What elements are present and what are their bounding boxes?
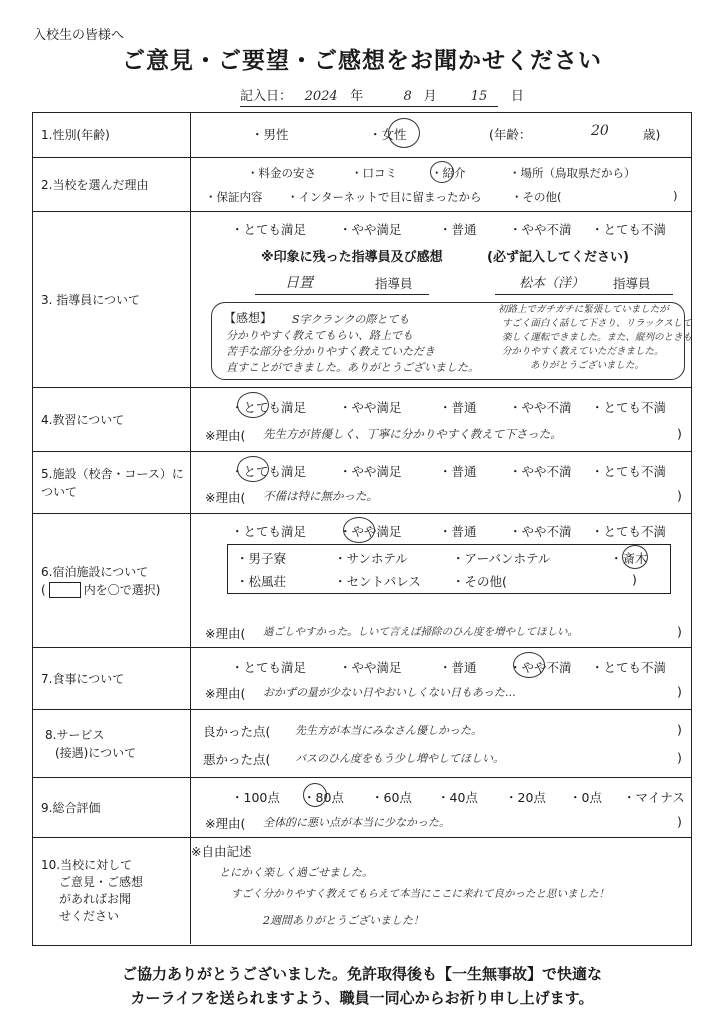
q2-option-reviews[interactable]: ・口コミ	[351, 166, 397, 180]
q2-option-internet[interactable]: ・インターネットで目に留まったから	[287, 190, 482, 204]
q8-good-label: 良かった点(	[203, 724, 271, 739]
q10-label-line: せください	[59, 909, 120, 923]
q2-option-price[interactable]: ・料金の安さ	[247, 166, 316, 180]
q9-score-60[interactable]: ・60点	[371, 790, 412, 805]
q6-row	[33, 513, 691, 647]
q6-reason: 過ごしやすかった。しいて言えば掃除のひん度を増やしてほしい。	[263, 626, 578, 638]
date-year: 2024	[304, 89, 338, 104]
q9-score-100[interactable]: ・100点	[231, 790, 280, 805]
comment1-line: 分かりやすく教えてもらい、路上でも	[226, 329, 413, 342]
q3-label: 3. 指導員について	[33, 212, 191, 387]
q2-close-paren: )	[673, 189, 678, 203]
date-day: 15	[470, 89, 488, 104]
lodging-st-palace[interactable]: ・セントパレス	[334, 574, 421, 589]
comment2-line: 楽しく運転できました。また、縦列のときも	[502, 332, 693, 343]
q9-close-paren: )	[677, 814, 682, 829]
impression-label: 【感想】	[224, 311, 273, 325]
instructor1-suffix: 指導員	[375, 276, 413, 291]
q9-label: 9.総合評価	[33, 778, 191, 837]
q5-reason-label: ※理由(	[205, 490, 246, 505]
q10-label	[33, 838, 191, 944]
date-year-unit: 年	[350, 89, 364, 104]
date-month: 8	[403, 89, 412, 104]
q1-age-label: (年齢：	[489, 127, 532, 142]
q6-close-paren: )	[677, 624, 682, 639]
lodging-urban-hotel[interactable]: ・アーバンホテル	[452, 551, 551, 566]
q4-scale-neutral[interactable]: ・普通	[439, 400, 477, 415]
q4-scale-very-satisfied[interactable]: ・とても満足	[231, 400, 307, 415]
q8-bad-close-paren: )	[677, 750, 682, 765]
q8-label	[33, 710, 191, 777]
q5-scale-satisfied[interactable]: ・やや満足	[339, 464, 402, 479]
q1-age-unit: 歳)	[643, 127, 661, 142]
selection-circle	[237, 392, 269, 418]
q5-row	[33, 451, 691, 513]
selection-circle	[343, 517, 375, 543]
q8-row	[33, 709, 691, 777]
q9-reason-label: ※理由(	[205, 816, 246, 831]
q6-scale-neutral[interactable]: ・普通	[439, 524, 477, 539]
q4-close-paren: )	[677, 426, 682, 441]
q4-scale-satisfied[interactable]: ・やや満足	[339, 400, 402, 415]
comment2-line: 初路上でガチガチに緊張していましたが	[498, 304, 669, 315]
q6-label-line1: 6.宿泊施設について	[41, 564, 149, 579]
lodging-saiki[interactable]: ・斎木	[610, 551, 648, 566]
q7-scale-dissatisfied[interactable]: ・やや不満	[509, 660, 572, 675]
q1-row	[33, 113, 691, 157]
q10-free-text-line: すごく分かりやすく教えてもらえて本当にここに来れて良かったと思いました！	[231, 888, 609, 900]
q9-score-20[interactable]: ・20点	[505, 790, 546, 805]
q1-female[interactable]: ・女性	[369, 127, 407, 142]
q10-free-text-line: とにかく楽しく過ごせました。	[219, 866, 373, 879]
q5-scale-very-dissatisfied[interactable]: ・とても不満	[591, 464, 667, 479]
q3-scale-satisfied[interactable]: ・やや満足	[339, 222, 402, 237]
date-label: 記入日：	[240, 89, 293, 104]
lodging-sun-hotel[interactable]: ・サンホテル	[334, 551, 408, 566]
q2-row	[33, 157, 691, 211]
q6-scale-very-dissatisfied[interactable]: ・とても不満	[591, 524, 667, 539]
lodging-shofuso[interactable]: ・松風荘	[236, 574, 287, 589]
q3-instruction: ※印象に残った指導員及び感想	[261, 250, 443, 265]
q6-scale-very-satisfied[interactable]: ・とても満足	[231, 524, 307, 539]
q5-scale-dissatisfied[interactable]: ・やや不満	[509, 464, 572, 479]
comment2-line: ありがとうございました。	[530, 360, 645, 371]
q4-scale-dissatisfied[interactable]: ・やや不満	[509, 400, 572, 415]
selection-circle	[513, 652, 545, 678]
q5-scale-very-satisfied[interactable]: ・とても満足	[231, 464, 307, 479]
q9-reason: 全体的に悪い点が本当に少なかった。	[263, 816, 450, 829]
selection-circle	[303, 783, 327, 807]
q8-bad-label: 悪かった点(	[203, 752, 271, 767]
q6-label-paren: (	[41, 582, 46, 597]
q5-reason: 不備は特に無かった。	[263, 489, 378, 503]
q2-option-other[interactable]: ・その他(	[511, 190, 562, 204]
q3-scale-very-satisfied[interactable]: ・とても満足	[231, 222, 307, 237]
date-month-unit: 月	[423, 89, 437, 104]
q3-scale-neutral[interactable]: ・普通	[439, 222, 477, 237]
q8-label-line2: (接遇)について	[55, 745, 137, 760]
q9-score-40[interactable]: ・40点	[437, 790, 478, 805]
instructor2-suffix: 指導員	[613, 276, 651, 291]
q8-good-close-paren: )	[677, 722, 682, 737]
q2-option-guarantee[interactable]: ・保証内容	[205, 190, 263, 204]
q9-score-0[interactable]: ・0点	[569, 790, 602, 805]
q8-label-line1: 8.サービス	[45, 727, 105, 742]
q6-label-line2	[41, 581, 160, 599]
footer-line: ご協力ありがとうございました。免許取得後も【一生無事故】で快適な	[121, 965, 602, 983]
q2-option-location[interactable]: ・場所（鳥取県だから）	[509, 166, 636, 180]
comment2-line: すごく面白く話して下さり、リラックスして	[502, 318, 692, 329]
survey-form	[32, 112, 692, 946]
q4-scale-very-dissatisfied[interactable]: ・とても不満	[591, 400, 667, 415]
q7-label: 7.食事について	[33, 648, 191, 709]
lodging-dorm[interactable]: ・男子寮	[236, 551, 287, 566]
lodging-other[interactable]: ・その他(	[452, 574, 507, 589]
q6-scale-satisfied[interactable]: ・やや満足	[339, 524, 402, 539]
comment1-line: 直すことができました。ありがとうございました。	[226, 361, 479, 374]
q7-scale-satisfied[interactable]: ・やや満足	[339, 660, 402, 675]
selection-circle	[430, 161, 454, 183]
q10-label-line: があればお聞	[59, 892, 132, 906]
q2-option-referral[interactable]: ・紹介	[431, 166, 466, 180]
q10-label-line: 10.当校に対して	[41, 858, 133, 872]
q9-score-minus[interactable]: ・マイナス	[623, 790, 685, 805]
q3-row	[33, 211, 691, 387]
page-title: ご意見・ご要望・ご感想をお聞かせください	[122, 48, 602, 74]
q6-scale-dissatisfied[interactable]: ・やや不満	[509, 524, 572, 539]
q6-label-instruction: 内を〇で選択)	[83, 582, 161, 597]
header-note: 入校生の皆様へ	[33, 28, 125, 43]
comment1-line: S字クランクの際とても	[292, 313, 410, 326]
q4-reason: 先生方が皆優しく、丁寧に分かりやすく教えて下さった。	[263, 427, 562, 441]
q3-scale-very-dissatisfied[interactable]: ・とても不満	[591, 222, 667, 237]
selection-circle	[388, 118, 420, 148]
checkbox-frame	[49, 582, 81, 598]
q4-row	[33, 387, 691, 451]
q7-scale-neutral[interactable]: ・普通	[439, 660, 477, 675]
lodging-options-box	[227, 544, 671, 594]
date-day-unit: 日	[510, 89, 524, 104]
q4-reason-label: ※理由(	[205, 428, 246, 443]
impression-box	[211, 302, 693, 380]
q7-close-paren: )	[677, 684, 682, 699]
q7-row	[33, 647, 691, 709]
q7-reason: おかずの量が少ない日やおいしくない日もあった…	[263, 686, 516, 699]
q5-close-paren: )	[677, 488, 682, 503]
instructor2-field	[495, 268, 673, 295]
instructor1-name: 日置	[285, 275, 313, 291]
q3-instruction-note: (必ず記入してください)	[487, 250, 629, 265]
footer-line: カーライフを送られますよう、職員一同心からお祈り申し上げます。	[130, 989, 594, 1007]
instructor2-name: 松本（洋）	[519, 276, 585, 291]
q6-label	[33, 514, 191, 647]
date-entry	[240, 85, 524, 107]
footer-message	[0, 962, 724, 1010]
q2-label: 2.当校を選んだ理由	[33, 158, 191, 211]
q10-row	[33, 837, 691, 944]
q1-male[interactable]: ・男性	[251, 127, 289, 142]
q8-bad: バスのひん度をもう少し増やしてほしい。	[295, 752, 504, 765]
q4-label: 4.教習について	[33, 388, 191, 451]
q7-scale-very-satisfied[interactable]: ・とても満足	[231, 660, 307, 675]
q7-scale-very-dissatisfied[interactable]: ・とても不満	[591, 660, 667, 675]
q9-score-80[interactable]: ・80点	[303, 790, 344, 805]
comment1-line: 苦手な部分を分かりやすく教えていただき	[226, 345, 435, 358]
q10-label-line: ご意見・ご感想	[59, 875, 144, 889]
q1-age-value: 20	[591, 123, 609, 139]
q5-label: 5.施設（校舎・コース）について	[33, 452, 191, 513]
q5-scale-neutral[interactable]: ・普通	[439, 464, 477, 479]
q8-good: 先生方が本当にみなさん優しかった。	[295, 724, 482, 737]
lodging-close-paren: )	[632, 572, 637, 587]
comment2-line: 分かりやすく教えていただきました。	[502, 346, 664, 357]
instructor1-field	[255, 268, 429, 295]
q10-free-text-line: 2週間ありがとうございました！	[263, 914, 424, 927]
q9-row	[33, 777, 691, 837]
q6-reason-label: ※理由(	[205, 626, 246, 641]
q10-free-label: ※自由記述	[191, 844, 252, 859]
q1-label: 1.性別(年齢)	[33, 113, 191, 157]
selection-circle	[237, 456, 269, 482]
selection-circle	[622, 545, 648, 569]
q3-scale-dissatisfied[interactable]: ・やや不満	[509, 222, 572, 237]
q7-reason-label: ※理由(	[205, 686, 246, 701]
